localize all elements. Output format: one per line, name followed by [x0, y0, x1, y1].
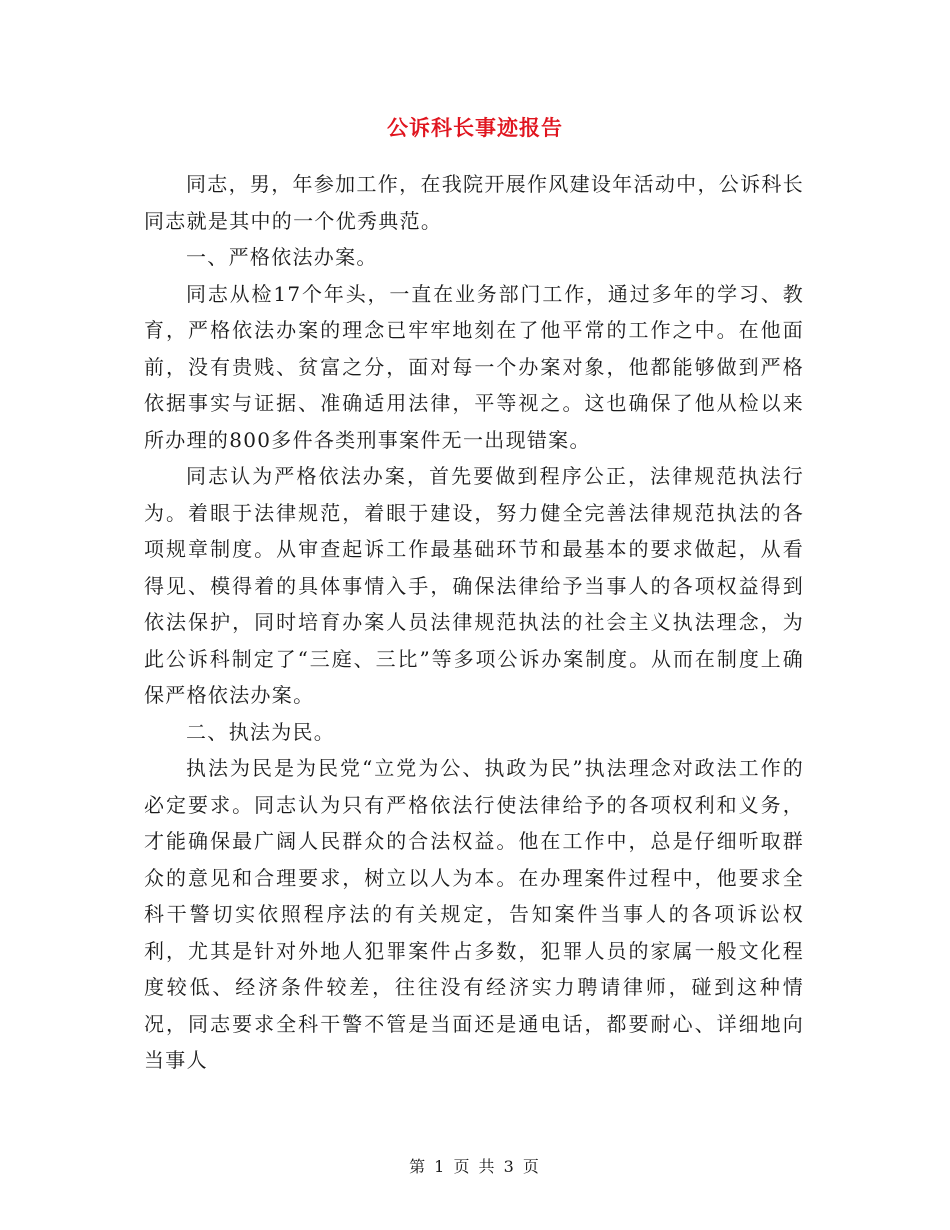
document-title: 公诉科长事迹报告: [387, 115, 563, 140]
footer-prefix: 第: [409, 1157, 428, 1176]
footer-middle: 页 共: [453, 1157, 497, 1176]
footer-current-page: 1: [434, 1157, 447, 1176]
footer-suffix: 页: [522, 1157, 541, 1176]
section-heading-1: 一、严格依法办案。: [186, 245, 378, 269]
body-paragraph: 同志从检17个年头，一直在业务部门工作，通过多年的学习、教育，严格依法办案的理念已牢牢地刻在了他平常的工作之中。在他面前，没有贵贱、贫富之分，面对每一个办案对象，他都能够做到严格依据事实与证据、准确适用法律，平等视之。这也确保了他从检以来所办理的800多件各类刑事案件无一出现错案。: [144, 281, 804, 452]
section-heading-2: 二、执法为民。: [186, 719, 336, 744]
body-paragraph: 同志认为严格依法办案，首先要做到程序公正，法律规范执法行为。着眼于法律规范，着眼于建设，努力健全完善法律规范执法的各项规章制度。从审查起诉工作最基础环节和最基本的要求做起，从看得见、模得着的具体事情入手，确保法律给予当事人的各项权益得到依法保护，同时培育办案人员法律规范执法的社会主义执法理念，为此公诉科制定了“三庭、三比”等多项公诉办案制度。从而在制度上确保严格依法办案。: [144, 464, 804, 707]
page-footer: [0, 1154, 950, 1177]
body-paragraph: 执法为民是为民党“立党为公、执政为民”执法理念对政法工作的必定要求。同志认为只有严格依法行使法律给予的各项权利和义务，才能确保最广阔人民群众的合法权益。他在工作中，总是仔细听取群众的意见和合理要求，树立以人为本。在办理案件过程中，他要求全科干警切实依照程序法的有关规定，告知案件当事人的各项诉讼权利，尤其是针对外地人犯罪案件占多数，犯罪人员的家属一般文化程度较低、经济条件较差，往往没有经济实力聘请律师，碰到这种情况，同志要求全科干警不管是当面还是通电话，都要耐心、详细地向当事人: [144, 756, 804, 1072]
document-body: [144, 166, 804, 1079]
intro-paragraph: 同志，男，年参加工作，在我院开展作风建设年活动中，公诉科长同志就是其中的一个优秀典范。: [144, 172, 804, 233]
footer-total-pages: 3: [503, 1157, 516, 1176]
